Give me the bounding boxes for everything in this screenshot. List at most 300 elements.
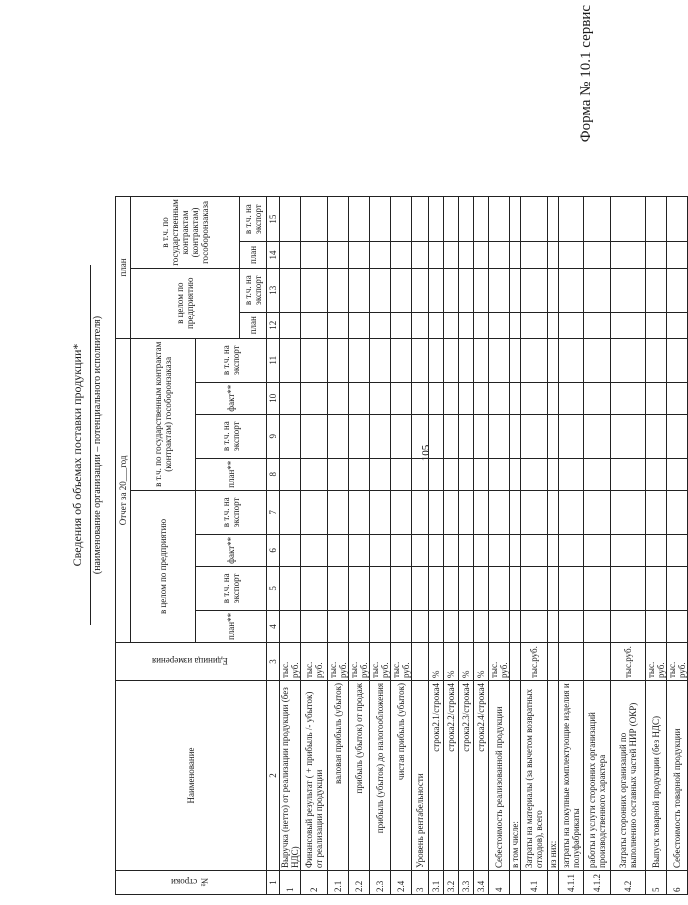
page-number: 105 bbox=[420, 444, 432, 462]
value-cell[interactable] bbox=[510, 338, 521, 382]
value-cell[interactable] bbox=[444, 610, 459, 642]
value-cell[interactable] bbox=[646, 534, 667, 566]
value-cell[interactable] bbox=[301, 414, 328, 458]
value-cell[interactable] bbox=[474, 414, 489, 458]
value-cell[interactable] bbox=[328, 490, 349, 534]
value-cell[interactable] bbox=[349, 610, 370, 642]
value-cell[interactable] bbox=[444, 338, 459, 382]
value-cell[interactable] bbox=[459, 338, 474, 382]
value-cell[interactable] bbox=[646, 382, 667, 414]
value-cell[interactable] bbox=[521, 268, 548, 312]
value-cell[interactable] bbox=[584, 197, 611, 242]
header-plan: план bbox=[116, 197, 131, 339]
value-cell[interactable] bbox=[429, 566, 444, 610]
value-cell[interactable] bbox=[301, 197, 328, 242]
value-cell[interactable] bbox=[444, 268, 459, 312]
value-cell[interactable] bbox=[280, 490, 301, 534]
value-cell[interactable] bbox=[559, 338, 584, 382]
value-cell[interactable] bbox=[584, 458, 611, 490]
value-cell[interactable] bbox=[459, 534, 474, 566]
value-cell[interactable] bbox=[548, 490, 559, 534]
row-name: Затраты сторонних организаций по выполнению составных частей НИР (ОКР) bbox=[611, 681, 646, 871]
value-cell[interactable] bbox=[349, 268, 370, 312]
row-unit: % bbox=[444, 643, 459, 681]
value-cell[interactable] bbox=[328, 312, 349, 338]
value-cell[interactable] bbox=[521, 414, 548, 458]
table-row bbox=[559, 197, 584, 895]
value-cell[interactable] bbox=[548, 414, 559, 458]
column-number: 13 bbox=[267, 268, 280, 312]
value-cell[interactable] bbox=[412, 458, 429, 490]
value-cell[interactable] bbox=[391, 490, 412, 534]
row-name: строка2.1/строка4 bbox=[429, 681, 444, 871]
header-export: в т.ч. на экспорт bbox=[196, 414, 267, 458]
table-row bbox=[328, 197, 349, 895]
row-unit: тыс. руб. bbox=[370, 643, 391, 681]
value-cell[interactable] bbox=[412, 242, 429, 269]
value-cell[interactable] bbox=[559, 610, 584, 642]
value-cell[interactable] bbox=[301, 242, 328, 269]
value-cell[interactable] bbox=[429, 242, 444, 269]
row-unit bbox=[510, 643, 521, 681]
value-cell[interactable] bbox=[489, 458, 510, 490]
value-cell[interactable] bbox=[521, 382, 548, 414]
value-cell[interactable] bbox=[667, 490, 688, 534]
column-number: 6 bbox=[267, 534, 280, 566]
value-cell[interactable] bbox=[646, 458, 667, 490]
value-cell[interactable] bbox=[646, 197, 667, 242]
value-cell[interactable] bbox=[280, 414, 301, 458]
row-name: строка2.2/строка4 bbox=[444, 681, 459, 871]
value-cell[interactable] bbox=[489, 242, 510, 269]
value-cell[interactable] bbox=[584, 312, 611, 338]
value-cell[interactable] bbox=[370, 566, 391, 610]
value-cell[interactable] bbox=[510, 197, 521, 242]
value-cell[interactable] bbox=[301, 268, 328, 312]
value-cell[interactable] bbox=[611, 197, 646, 242]
value-cell[interactable] bbox=[391, 610, 412, 642]
value-cell[interactable] bbox=[646, 338, 667, 382]
value-cell[interactable] bbox=[459, 566, 474, 610]
value-cell[interactable] bbox=[280, 382, 301, 414]
value-cell[interactable] bbox=[548, 242, 559, 269]
value-cell[interactable] bbox=[444, 566, 459, 610]
value-cell[interactable] bbox=[370, 382, 391, 414]
value-cell[interactable] bbox=[489, 338, 510, 382]
value-cell[interactable] bbox=[510, 490, 521, 534]
value-cell[interactable] bbox=[510, 268, 521, 312]
value-cell[interactable] bbox=[489, 197, 510, 242]
value-cell[interactable] bbox=[667, 242, 688, 269]
row-name: в том числе: bbox=[510, 681, 521, 871]
value-cell[interactable] bbox=[489, 414, 510, 458]
value-cell[interactable] bbox=[429, 197, 444, 242]
value-cell[interactable] bbox=[611, 338, 646, 382]
value-cell[interactable] bbox=[510, 458, 521, 490]
value-cell[interactable] bbox=[667, 312, 688, 338]
value-cell[interactable] bbox=[459, 490, 474, 534]
column-number-row bbox=[267, 197, 280, 895]
value-cell[interactable] bbox=[328, 610, 349, 642]
header-plan: план bbox=[240, 312, 267, 338]
value-cell[interactable] bbox=[280, 458, 301, 490]
value-cell[interactable] bbox=[349, 414, 370, 458]
value-cell[interactable] bbox=[391, 312, 412, 338]
value-cell[interactable] bbox=[280, 268, 301, 312]
value-cell[interactable] bbox=[646, 610, 667, 642]
value-cell[interactable] bbox=[280, 610, 301, 642]
value-cell[interactable] bbox=[510, 610, 521, 642]
value-cell[interactable] bbox=[301, 382, 328, 414]
value-cell[interactable] bbox=[559, 312, 584, 338]
value-cell[interactable] bbox=[667, 534, 688, 566]
row-unit bbox=[548, 643, 559, 681]
value-cell[interactable] bbox=[444, 312, 459, 338]
value-cell[interactable] bbox=[391, 382, 412, 414]
value-cell[interactable] bbox=[559, 197, 584, 242]
value-cell[interactable] bbox=[584, 242, 611, 269]
table-row bbox=[280, 197, 301, 895]
column-number: 14 bbox=[267, 242, 280, 269]
column-number: 10 bbox=[267, 382, 280, 414]
value-cell[interactable] bbox=[429, 490, 444, 534]
value-cell[interactable] bbox=[429, 338, 444, 382]
value-cell[interactable] bbox=[280, 242, 301, 269]
value-cell[interactable] bbox=[391, 414, 412, 458]
value-cell[interactable] bbox=[646, 268, 667, 312]
value-cell[interactable] bbox=[301, 458, 328, 490]
value-cell[interactable] bbox=[349, 458, 370, 490]
value-cell[interactable] bbox=[328, 534, 349, 566]
value-cell[interactable] bbox=[667, 566, 688, 610]
value-cell[interactable] bbox=[301, 610, 328, 642]
row-number: 3.2 bbox=[444, 871, 459, 895]
value-cell[interactable] bbox=[584, 382, 611, 414]
value-cell[interactable] bbox=[489, 566, 510, 610]
value-cell[interactable] bbox=[521, 242, 548, 269]
value-cell[interactable] bbox=[328, 566, 349, 610]
header-plan-gov: в т.ч. по государственным контрактам (контрактам) гособоронзаказа bbox=[131, 197, 240, 269]
value-cell[interactable] bbox=[280, 338, 301, 382]
row-unit: тыс. руб. bbox=[391, 643, 412, 681]
value-cell[interactable] bbox=[510, 534, 521, 566]
value-cell[interactable] bbox=[459, 268, 474, 312]
value-cell[interactable] bbox=[611, 242, 646, 269]
value-cell[interactable] bbox=[521, 490, 548, 534]
value-cell[interactable] bbox=[412, 268, 429, 312]
value-cell[interactable] bbox=[370, 414, 391, 458]
column-number: 12 bbox=[267, 312, 280, 338]
value-cell[interactable] bbox=[328, 338, 349, 382]
value-cell[interactable] bbox=[521, 197, 548, 242]
value-cell[interactable] bbox=[429, 610, 444, 642]
value-cell[interactable] bbox=[280, 534, 301, 566]
header-export: в т.ч. на экспорт bbox=[196, 566, 267, 610]
value-cell[interactable] bbox=[559, 534, 584, 566]
value-cell[interactable] bbox=[548, 566, 559, 610]
value-cell[interactable] bbox=[444, 242, 459, 269]
value-cell[interactable] bbox=[391, 268, 412, 312]
value-cell[interactable] bbox=[584, 338, 611, 382]
value-cell[interactable] bbox=[559, 268, 584, 312]
value-cell[interactable] bbox=[474, 312, 489, 338]
table-row bbox=[548, 197, 559, 895]
value-cell[interactable] bbox=[521, 338, 548, 382]
value-cell[interactable] bbox=[521, 312, 548, 338]
value-cell[interactable] bbox=[611, 458, 646, 490]
value-cell[interactable] bbox=[412, 534, 429, 566]
row-number: 2.3 bbox=[370, 871, 391, 895]
row-unit: тыс. руб. bbox=[280, 643, 301, 681]
value-cell[interactable] bbox=[548, 312, 559, 338]
value-cell[interactable] bbox=[559, 490, 584, 534]
value-cell[interactable] bbox=[611, 490, 646, 534]
value-cell[interactable] bbox=[667, 610, 688, 642]
value-cell[interactable] bbox=[328, 242, 349, 269]
value-cell[interactable] bbox=[370, 312, 391, 338]
value-cell[interactable] bbox=[489, 610, 510, 642]
value-cell[interactable] bbox=[521, 458, 548, 490]
column-number: 8 bbox=[267, 458, 280, 490]
value-cell[interactable] bbox=[521, 566, 548, 610]
value-cell[interactable] bbox=[584, 490, 611, 534]
value-cell[interactable] bbox=[646, 490, 667, 534]
row-number: 4.1.2 bbox=[584, 871, 611, 895]
value-cell[interactable] bbox=[459, 197, 474, 242]
value-cell[interactable] bbox=[328, 458, 349, 490]
value-cell[interactable] bbox=[474, 490, 489, 534]
value-cell[interactable] bbox=[429, 458, 444, 490]
value-cell[interactable] bbox=[548, 338, 559, 382]
value-cell[interactable] bbox=[301, 312, 328, 338]
value-cell[interactable] bbox=[611, 534, 646, 566]
value-cell[interactable] bbox=[349, 490, 370, 534]
value-cell[interactable] bbox=[474, 242, 489, 269]
value-cell[interactable] bbox=[429, 534, 444, 566]
value-cell[interactable] bbox=[349, 382, 370, 414]
table-row bbox=[474, 197, 489, 895]
row-name: Выпуск товарной продукции (без НДС) bbox=[646, 681, 667, 871]
value-cell[interactable] bbox=[559, 382, 584, 414]
value-cell[interactable] bbox=[611, 382, 646, 414]
row-name: Уровень рентабельности bbox=[412, 681, 429, 871]
column-number: 1 bbox=[267, 871, 280, 895]
value-cell[interactable] bbox=[548, 610, 559, 642]
table-row bbox=[429, 197, 444, 895]
table-row bbox=[584, 197, 611, 895]
value-cell[interactable] bbox=[459, 242, 474, 269]
header-plan: план bbox=[240, 242, 267, 269]
value-cell[interactable] bbox=[370, 458, 391, 490]
value-cell[interactable] bbox=[667, 458, 688, 490]
value-cell[interactable] bbox=[474, 197, 489, 242]
value-cell[interactable] bbox=[474, 610, 489, 642]
value-cell[interactable] bbox=[429, 312, 444, 338]
value-cell[interactable] bbox=[489, 382, 510, 414]
value-cell[interactable] bbox=[584, 610, 611, 642]
value-cell[interactable] bbox=[280, 197, 301, 242]
value-cell[interactable] bbox=[412, 490, 429, 534]
value-cell[interactable] bbox=[370, 197, 391, 242]
value-cell[interactable] bbox=[584, 534, 611, 566]
row-number: 1 bbox=[280, 871, 301, 895]
value-cell[interactable] bbox=[301, 490, 328, 534]
value-cell[interactable] bbox=[611, 268, 646, 312]
value-cell[interactable] bbox=[548, 458, 559, 490]
value-cell[interactable] bbox=[444, 458, 459, 490]
row-number: 2.2 bbox=[349, 871, 370, 895]
value-cell[interactable] bbox=[444, 197, 459, 242]
value-cell[interactable] bbox=[349, 242, 370, 269]
value-cell[interactable] bbox=[646, 566, 667, 610]
value-cell[interactable] bbox=[370, 242, 391, 269]
value-cell[interactable] bbox=[548, 268, 559, 312]
value-cell[interactable] bbox=[280, 312, 301, 338]
row-number: 2.4 bbox=[391, 871, 412, 895]
value-cell[interactable] bbox=[412, 197, 429, 242]
header-export: в т.ч. на экспорт bbox=[240, 197, 267, 242]
value-cell[interactable] bbox=[444, 490, 459, 534]
value-cell[interactable] bbox=[301, 566, 328, 610]
value-cell[interactable] bbox=[349, 338, 370, 382]
value-cell[interactable] bbox=[349, 566, 370, 610]
value-cell[interactable] bbox=[370, 338, 391, 382]
value-cell[interactable] bbox=[391, 242, 412, 269]
value-cell[interactable] bbox=[548, 534, 559, 566]
value-cell[interactable] bbox=[412, 338, 429, 382]
value-cell[interactable] bbox=[474, 382, 489, 414]
value-cell[interactable] bbox=[559, 414, 584, 458]
value-cell[interactable] bbox=[370, 610, 391, 642]
value-cell[interactable] bbox=[510, 566, 521, 610]
value-cell[interactable] bbox=[412, 312, 429, 338]
value-cell[interactable] bbox=[548, 197, 559, 242]
value-cell[interactable] bbox=[370, 490, 391, 534]
value-cell[interactable] bbox=[474, 458, 489, 490]
value-cell[interactable] bbox=[429, 382, 444, 414]
value-cell[interactable] bbox=[559, 242, 584, 269]
value-cell[interactable] bbox=[611, 566, 646, 610]
value-cell[interactable] bbox=[584, 268, 611, 312]
table-body bbox=[280, 197, 688, 895]
header-row-no: № строки bbox=[116, 871, 267, 895]
value-cell[interactable] bbox=[459, 312, 474, 338]
value-cell[interactable] bbox=[611, 610, 646, 642]
value-cell[interactable] bbox=[474, 566, 489, 610]
value-cell[interactable] bbox=[444, 382, 459, 414]
value-cell[interactable] bbox=[584, 566, 611, 610]
value-cell[interactable] bbox=[349, 534, 370, 566]
row-unit: тыс. руб. bbox=[646, 643, 667, 681]
value-cell[interactable] bbox=[510, 312, 521, 338]
value-cell[interactable] bbox=[611, 414, 646, 458]
value-cell[interactable] bbox=[667, 414, 688, 458]
row-name: строка2.3/строка4 bbox=[459, 681, 474, 871]
value-cell[interactable] bbox=[459, 414, 474, 458]
row-name: работы и услуги сторонних организаций производственного характера bbox=[584, 681, 611, 871]
row-number: 3.3 bbox=[459, 871, 474, 895]
row-number: 2 bbox=[301, 871, 328, 895]
value-cell[interactable] bbox=[510, 382, 521, 414]
value-cell[interactable] bbox=[370, 268, 391, 312]
value-cell[interactable] bbox=[474, 338, 489, 382]
value-cell[interactable] bbox=[349, 312, 370, 338]
header-plan-whole: в целом по предприятию bbox=[131, 268, 240, 338]
value-cell[interactable] bbox=[444, 534, 459, 566]
value-cell[interactable] bbox=[328, 382, 349, 414]
value-cell[interactable] bbox=[559, 566, 584, 610]
value-cell[interactable] bbox=[521, 610, 548, 642]
value-cell[interactable] bbox=[646, 414, 667, 458]
value-cell[interactable] bbox=[584, 414, 611, 458]
value-cell[interactable] bbox=[301, 338, 328, 382]
value-cell[interactable] bbox=[489, 490, 510, 534]
value-cell[interactable] bbox=[429, 268, 444, 312]
value-cell[interactable] bbox=[474, 534, 489, 566]
value-cell[interactable] bbox=[391, 338, 412, 382]
value-cell[interactable] bbox=[548, 382, 559, 414]
row-number: 6 bbox=[667, 871, 688, 895]
value-cell[interactable] bbox=[646, 242, 667, 269]
value-cell[interactable] bbox=[328, 268, 349, 312]
value-cell[interactable] bbox=[559, 458, 584, 490]
value-cell[interactable] bbox=[510, 242, 521, 269]
value-cell[interactable] bbox=[280, 566, 301, 610]
value-cell[interactable] bbox=[328, 414, 349, 458]
header-fact-star: факт** bbox=[196, 382, 267, 414]
value-cell[interactable] bbox=[391, 197, 412, 242]
value-cell[interactable] bbox=[459, 458, 474, 490]
value-cell[interactable] bbox=[489, 312, 510, 338]
value-cell[interactable] bbox=[667, 197, 688, 242]
value-cell[interactable] bbox=[301, 534, 328, 566]
value-cell[interactable] bbox=[391, 566, 412, 610]
row-unit: тыс. руб. bbox=[489, 643, 510, 681]
value-cell[interactable] bbox=[370, 534, 391, 566]
value-cell[interactable] bbox=[459, 610, 474, 642]
value-cell[interactable] bbox=[349, 197, 370, 242]
value-cell[interactable] bbox=[667, 268, 688, 312]
value-cell[interactable] bbox=[489, 268, 510, 312]
value-cell[interactable] bbox=[412, 610, 429, 642]
row-unit bbox=[559, 643, 584, 681]
value-cell[interactable] bbox=[459, 382, 474, 414]
row-unit: % bbox=[429, 643, 444, 681]
value-cell[interactable] bbox=[521, 534, 548, 566]
value-cell[interactable] bbox=[667, 382, 688, 414]
value-cell[interactable] bbox=[444, 414, 459, 458]
supply-volume-table bbox=[115, 196, 688, 895]
row-unit: % bbox=[474, 643, 489, 681]
value-cell[interactable] bbox=[646, 312, 667, 338]
value-cell[interactable] bbox=[412, 414, 429, 458]
value-cell[interactable] bbox=[489, 534, 510, 566]
value-cell[interactable] bbox=[391, 534, 412, 566]
row-unit: тыс. руб. bbox=[328, 643, 349, 681]
value-cell[interactable] bbox=[429, 414, 444, 458]
value-cell[interactable] bbox=[510, 414, 521, 458]
row-number: 3 bbox=[412, 871, 429, 895]
value-cell[interactable] bbox=[391, 458, 412, 490]
value-cell[interactable] bbox=[474, 268, 489, 312]
value-cell[interactable] bbox=[412, 566, 429, 610]
value-cell[interactable] bbox=[412, 382, 429, 414]
value-cell[interactable] bbox=[328, 197, 349, 242]
organization-caption: (наименование организации – потенциального исполнителя) bbox=[90, 265, 103, 625]
value-cell[interactable] bbox=[611, 312, 646, 338]
value-cell[interactable] bbox=[667, 338, 688, 382]
column-number: 4 bbox=[267, 610, 280, 642]
